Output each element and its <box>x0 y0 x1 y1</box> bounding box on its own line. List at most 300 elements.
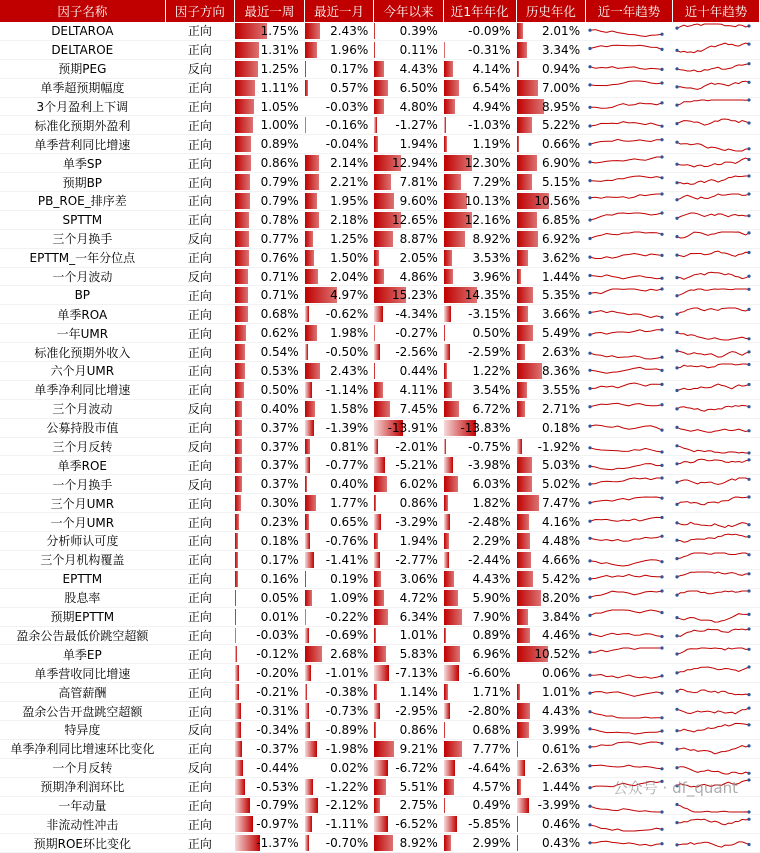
cell-value: 4.43% <box>400 62 443 76</box>
cell-value: 1.09% <box>330 591 373 605</box>
cell-value: 10.56% <box>534 194 585 208</box>
cell-value: 0.89% <box>472 628 515 642</box>
cell-value: -3.99% <box>538 798 585 812</box>
factor-name: 一个月UMR <box>0 513 165 532</box>
cell-value: 10.52% <box>534 647 585 661</box>
value-bar <box>235 250 249 266</box>
sparkline-path <box>677 614 749 622</box>
sparkline-marker <box>675 634 678 637</box>
cell-last-month <box>304 834 374 853</box>
cell-last-month <box>304 210 374 229</box>
sparkline-path <box>677 446 749 453</box>
sparkline-path <box>590 537 662 542</box>
factor-name: 3个月盈利上下调 <box>0 97 165 116</box>
value-bar <box>235 457 242 473</box>
sparkline-marker <box>660 767 663 770</box>
factor-name: 盈余公告开盘跳空超额 <box>0 702 165 721</box>
sparkline-marker <box>588 47 591 50</box>
sparkline-path <box>590 517 662 521</box>
trend-10y-sparkline <box>673 418 760 437</box>
factor-name: PB_ROE_排序差 <box>0 192 165 211</box>
value-bar <box>444 80 459 96</box>
factor-name: BP <box>0 286 165 305</box>
table-row <box>0 758 760 777</box>
cell-1y-annualized <box>443 135 516 154</box>
trend-1y-sparkline <box>586 22 673 40</box>
value-bar <box>374 741 393 757</box>
sparkline-path <box>677 689 749 695</box>
value-bar <box>235 80 255 96</box>
cell-last-week <box>235 59 305 78</box>
cell-last-month <box>304 135 374 154</box>
table-row <box>0 588 760 607</box>
value-bar <box>517 325 534 341</box>
cell-value: 1.01% <box>400 628 443 642</box>
cell-last-month <box>304 154 374 173</box>
value-bar <box>517 287 533 303</box>
cell-ytd <box>374 437 444 456</box>
value-bar <box>374 665 389 681</box>
cell-value: 4.97% <box>330 288 373 302</box>
cell-value: -0.03% <box>256 628 303 642</box>
cell-last-week <box>235 588 305 607</box>
factor-name: 标准化预期外盈利 <box>0 116 165 135</box>
value-bar <box>517 552 531 568</box>
cell-value: 8.87% <box>400 232 443 246</box>
cell-ytd <box>374 59 444 78</box>
sparkline-marker <box>675 276 678 279</box>
factor-direction: 正向 <box>165 513 235 532</box>
table-row <box>0 59 760 78</box>
cell-value: -1.98% <box>326 742 373 756</box>
value-bar <box>374 269 384 285</box>
cell-value: 1.31% <box>261 43 304 57</box>
sparkline-marker <box>675 689 678 692</box>
sparkline-marker <box>747 405 750 408</box>
cell-value: 14.35% <box>465 288 516 302</box>
cell-ytd <box>374 267 444 286</box>
value-bar <box>374 476 387 492</box>
trend-1y-sparkline <box>586 210 673 229</box>
value-bar <box>235 684 239 700</box>
cell-value: -0.97% <box>256 817 303 831</box>
cell-hist-annualized <box>516 248 586 267</box>
table-row <box>0 248 760 267</box>
cell-value: 0.61% <box>542 742 585 756</box>
cell-1y-annualized <box>443 513 516 532</box>
sparkline-marker <box>747 772 750 775</box>
value-bar <box>305 514 309 530</box>
sparkline-marker <box>675 27 678 30</box>
sparkline-path <box>590 674 662 678</box>
cell-value: -2.44% <box>468 553 515 567</box>
cell-value: 10.13% <box>465 194 516 208</box>
trend-1y-sparkline <box>586 59 673 78</box>
table-row <box>0 40 760 59</box>
table-row <box>0 720 760 739</box>
cell-value: 1.22% <box>472 364 515 378</box>
value-bar <box>444 193 468 209</box>
value-bar <box>235 646 237 662</box>
cell-value: 4.16% <box>542 515 585 529</box>
table-row <box>0 626 760 645</box>
sparkline-marker <box>588 786 591 789</box>
value-bar <box>374 99 384 115</box>
sparkline-marker <box>675 843 678 846</box>
sparkline-path <box>590 368 662 374</box>
sparkline-marker <box>588 501 591 504</box>
trend-10y-sparkline <box>673 22 760 40</box>
value-bar <box>235 703 241 719</box>
value-bar <box>235 344 245 360</box>
factor-name: 三个月波动 <box>0 399 165 418</box>
sparkline-marker <box>660 68 663 71</box>
value-bar <box>444 269 453 285</box>
factor-direction: 正向 <box>165 550 235 569</box>
cell-ytd <box>374 286 444 305</box>
sparkline-marker <box>675 181 678 184</box>
cell-last-month <box>304 456 374 475</box>
sparkline-path <box>590 213 662 220</box>
cell-value: 1.96% <box>330 43 373 57</box>
cell-ytd <box>374 116 444 135</box>
cell-1y-annualized <box>443 78 516 97</box>
sparkline-marker <box>588 841 591 844</box>
value-bar <box>305 571 306 587</box>
trend-10y-sparkline <box>673 702 760 721</box>
trend-1y-sparkline <box>586 437 673 456</box>
cell-last-month <box>304 815 374 834</box>
value-bar <box>305 741 318 757</box>
cell-last-month <box>304 777 374 796</box>
trend-10y-sparkline <box>673 97 760 116</box>
table-row <box>0 664 760 683</box>
sparkline-marker <box>660 450 663 453</box>
value-bar <box>374 703 380 719</box>
cell-1y-annualized <box>443 380 516 399</box>
sparkline-path <box>590 575 662 579</box>
trend-1y-sparkline <box>586 683 673 702</box>
cell-value: -3.15% <box>468 307 515 321</box>
table-row <box>0 815 760 834</box>
value-bar <box>444 495 448 511</box>
cell-hist-annualized <box>516 362 586 381</box>
cell-ytd <box>374 834 444 853</box>
cell-value: 0.17% <box>330 62 373 76</box>
cell-value: 1.14% <box>400 685 443 699</box>
sparkline-marker <box>747 232 750 235</box>
cell-value: 2.68% <box>330 647 373 661</box>
sparkline-marker <box>675 162 678 165</box>
value-bar <box>305 533 310 549</box>
factor-name: 单季营收同比增速 <box>0 664 165 683</box>
cell-last-month <box>304 475 374 494</box>
cell-value: 0.49% <box>472 798 515 812</box>
cell-last-month <box>304 267 374 286</box>
value-bar <box>444 590 458 606</box>
factor-direction: 正向 <box>165 97 235 116</box>
value-bar <box>305 80 309 96</box>
cell-value: 0.78% <box>261 213 304 227</box>
sparkline-marker <box>588 274 591 277</box>
cell-hist-annualized <box>516 607 586 626</box>
cell-value: 4.66% <box>542 553 585 567</box>
factor-name: 单季净利同比增速环比变化 <box>0 739 165 758</box>
value-bar <box>517 61 520 77</box>
cell-value: -0.20% <box>256 666 303 680</box>
cell-value: 1.11% <box>261 81 304 95</box>
cell-value: -0.89% <box>326 723 373 737</box>
sparkline-marker <box>588 728 591 731</box>
cell-value: 4.46% <box>542 628 585 642</box>
trend-1y-sparkline <box>586 135 673 154</box>
sparkline-marker <box>675 480 678 483</box>
cell-last-week <box>235 645 305 664</box>
factor-direction: 反向 <box>165 399 235 418</box>
cell-last-week <box>235 40 305 59</box>
value-bar <box>517 533 531 549</box>
factor-name: 一个月波动 <box>0 267 165 286</box>
value-bar <box>444 61 454 77</box>
value-bar <box>517 628 531 644</box>
cell-value: -1.41% <box>326 553 373 567</box>
cell-value: -0.22% <box>326 610 373 624</box>
value-bar <box>444 136 447 152</box>
sparkline-path <box>590 157 662 163</box>
value-bar <box>444 835 451 851</box>
cell-1y-annualized <box>443 626 516 645</box>
sparkline-marker <box>660 611 663 614</box>
sparkline-marker <box>588 596 591 599</box>
trend-1y-sparkline <box>586 97 673 116</box>
trend-1y-sparkline <box>586 702 673 721</box>
cell-last-week <box>235 267 305 286</box>
value-bar <box>374 646 386 662</box>
trend-10y-sparkline <box>673 626 760 645</box>
cell-1y-annualized <box>443 362 516 381</box>
cell-value: 1.98% <box>330 326 373 340</box>
trend-10y-sparkline <box>673 437 760 456</box>
sparkline-marker <box>675 49 678 52</box>
cell-hist-annualized <box>516 777 586 796</box>
value-bar <box>305 798 319 814</box>
value-bar <box>235 325 246 341</box>
cell-last-month <box>304 720 374 739</box>
trend-1y-sparkline <box>586 116 673 135</box>
cell-value: -0.16% <box>326 118 373 132</box>
cell-last-month <box>304 550 374 569</box>
cell-1y-annualized <box>443 758 516 777</box>
sparkline-marker <box>675 312 678 315</box>
cell-value: 9.60% <box>400 194 443 208</box>
value-bar <box>517 344 525 360</box>
trend-10y-sparkline <box>673 229 760 248</box>
sparkline-path <box>590 841 662 846</box>
trend-1y-sparkline <box>586 645 673 664</box>
cell-1y-annualized <box>443 550 516 569</box>
cell-value: 0.53% <box>261 364 304 378</box>
cell-last-week <box>235 815 305 834</box>
factor-direction: 正向 <box>165 683 235 702</box>
cell-value: -0.70% <box>326 836 373 850</box>
cell-1y-annualized <box>443 569 516 588</box>
factor-direction: 正向 <box>165 248 235 267</box>
trend-1y-sparkline <box>586 796 673 815</box>
cell-1y-annualized <box>443 418 516 437</box>
cell-last-month <box>304 739 374 758</box>
cell-1y-annualized <box>443 702 516 721</box>
value-bar <box>374 798 380 814</box>
sparkline-marker <box>660 155 663 158</box>
cell-value: 0.50% <box>472 326 515 340</box>
cell-value: -0.31% <box>468 43 515 57</box>
sparkline-marker <box>747 62 750 65</box>
value-bar <box>517 401 525 417</box>
cell-last-month <box>304 702 374 721</box>
factor-name: 盈余公告最低价跳空超额 <box>0 626 165 645</box>
cell-hist-annualized <box>516 116 586 135</box>
header-factor-name: 因子名称 <box>0 0 165 22</box>
value-bar <box>444 609 462 625</box>
cell-1y-annualized <box>443 22 516 40</box>
cell-last-month <box>304 494 374 513</box>
cell-value: 7.77% <box>472 742 515 756</box>
cell-value: 1.25% <box>261 62 304 76</box>
value-bar <box>235 476 242 492</box>
sparkline-path <box>590 648 662 652</box>
cell-value: 0.43% <box>542 836 585 850</box>
cell-last-week <box>235 135 305 154</box>
cell-value: -0.12% <box>256 647 303 661</box>
cell-value: 1.82% <box>472 496 515 510</box>
sparkline-path <box>677 842 749 847</box>
value-bar <box>444 514 450 530</box>
sparkline-path <box>590 81 662 86</box>
value-bar <box>374 457 385 473</box>
cell-1y-annualized <box>443 664 516 683</box>
cell-ytd <box>374 399 444 418</box>
value-bar <box>374 136 378 152</box>
cell-value: 0.89% <box>261 137 304 151</box>
sparkline-marker <box>660 383 663 386</box>
cell-ytd <box>374 154 444 173</box>
value-bar <box>235 420 242 436</box>
table-row <box>0 834 760 853</box>
value-bar <box>305 193 318 209</box>
cell-last-month <box>304 343 374 362</box>
factor-direction: 正向 <box>165 22 235 40</box>
sparkline-marker <box>660 101 663 104</box>
trend-1y-sparkline <box>586 399 673 418</box>
cell-value: -2.63% <box>538 761 585 775</box>
value-bar <box>517 684 520 700</box>
sparkline-marker <box>660 842 663 845</box>
sparkline-marker <box>660 193 663 196</box>
trend-1y-sparkline <box>586 720 673 739</box>
cell-hist-annualized <box>516 456 586 475</box>
sparkline-path <box>677 767 749 774</box>
value-bar <box>305 42 318 58</box>
cell-last-week <box>235 380 305 399</box>
cell-ytd <box>374 720 444 739</box>
cell-value: 0.86% <box>261 156 304 170</box>
sparkline-path <box>590 610 662 615</box>
value-bar <box>517 23 523 39</box>
value-bar <box>305 476 308 492</box>
value-bar <box>517 816 518 832</box>
cell-value: 12.16% <box>465 213 516 227</box>
value-bar <box>517 571 533 587</box>
value-bar <box>235 363 245 379</box>
cell-ytd <box>374 683 444 702</box>
cell-value: 0.05% <box>261 591 304 605</box>
sparkline-marker <box>588 746 591 749</box>
cell-value: -1.92% <box>538 440 585 454</box>
factor-direction: 正向 <box>165 664 235 683</box>
value-bar <box>444 665 459 681</box>
cell-value: 2.05% <box>400 251 443 265</box>
table-row <box>0 192 760 211</box>
sparkline-marker <box>747 251 750 254</box>
cell-value: 5.51% <box>400 780 443 794</box>
sparkline-marker <box>588 519 591 522</box>
trend-10y-sparkline <box>673 664 760 683</box>
cell-value: 0.16% <box>261 572 304 586</box>
value-bar <box>235 401 242 417</box>
cell-value: 1.05% <box>261 100 304 114</box>
table-row <box>0 550 760 569</box>
sparkline-marker <box>675 294 678 297</box>
cell-value: 1.44% <box>542 270 585 284</box>
cell-value: -2.77% <box>395 553 442 567</box>
value-bar <box>235 722 241 738</box>
value-bar <box>305 609 306 625</box>
cell-value: 0.68% <box>261 307 304 321</box>
cell-value: -6.72% <box>395 761 442 775</box>
header-last-month: 最近一月 <box>304 0 374 22</box>
cell-last-week <box>235 796 305 815</box>
sparkline-path <box>590 383 662 389</box>
cell-ytd <box>374 78 444 97</box>
table-row <box>0 135 760 154</box>
cell-value: 1.94% <box>400 534 443 548</box>
sparkline-marker <box>747 25 750 28</box>
cell-last-week <box>235 286 305 305</box>
cell-hist-annualized <box>516 475 586 494</box>
cell-value: 0.94% <box>542 62 585 76</box>
trend-1y-sparkline <box>586 40 673 59</box>
table-row <box>0 739 760 758</box>
sparkline-marker <box>588 405 591 408</box>
value-bar <box>374 193 394 209</box>
factor-name: 三个月反转 <box>0 437 165 456</box>
value-bar <box>374 779 386 795</box>
value-bar <box>444 42 445 58</box>
factor-direction: 正向 <box>165 135 235 154</box>
cell-hist-annualized <box>516 494 586 513</box>
cell-1y-annualized <box>443 173 516 192</box>
cell-value: 0.66% <box>542 137 585 151</box>
cell-value: 5.15% <box>542 175 585 189</box>
cell-value: 6.34% <box>400 610 443 624</box>
cell-value: -0.34% <box>256 723 303 737</box>
cell-last-month <box>304 116 374 135</box>
cell-value: 5.83% <box>400 647 443 661</box>
factor-name: 股息率 <box>0 588 165 607</box>
factor-direction: 正向 <box>165 324 235 343</box>
value-bar <box>374 61 383 77</box>
sparkline-marker <box>675 707 678 710</box>
